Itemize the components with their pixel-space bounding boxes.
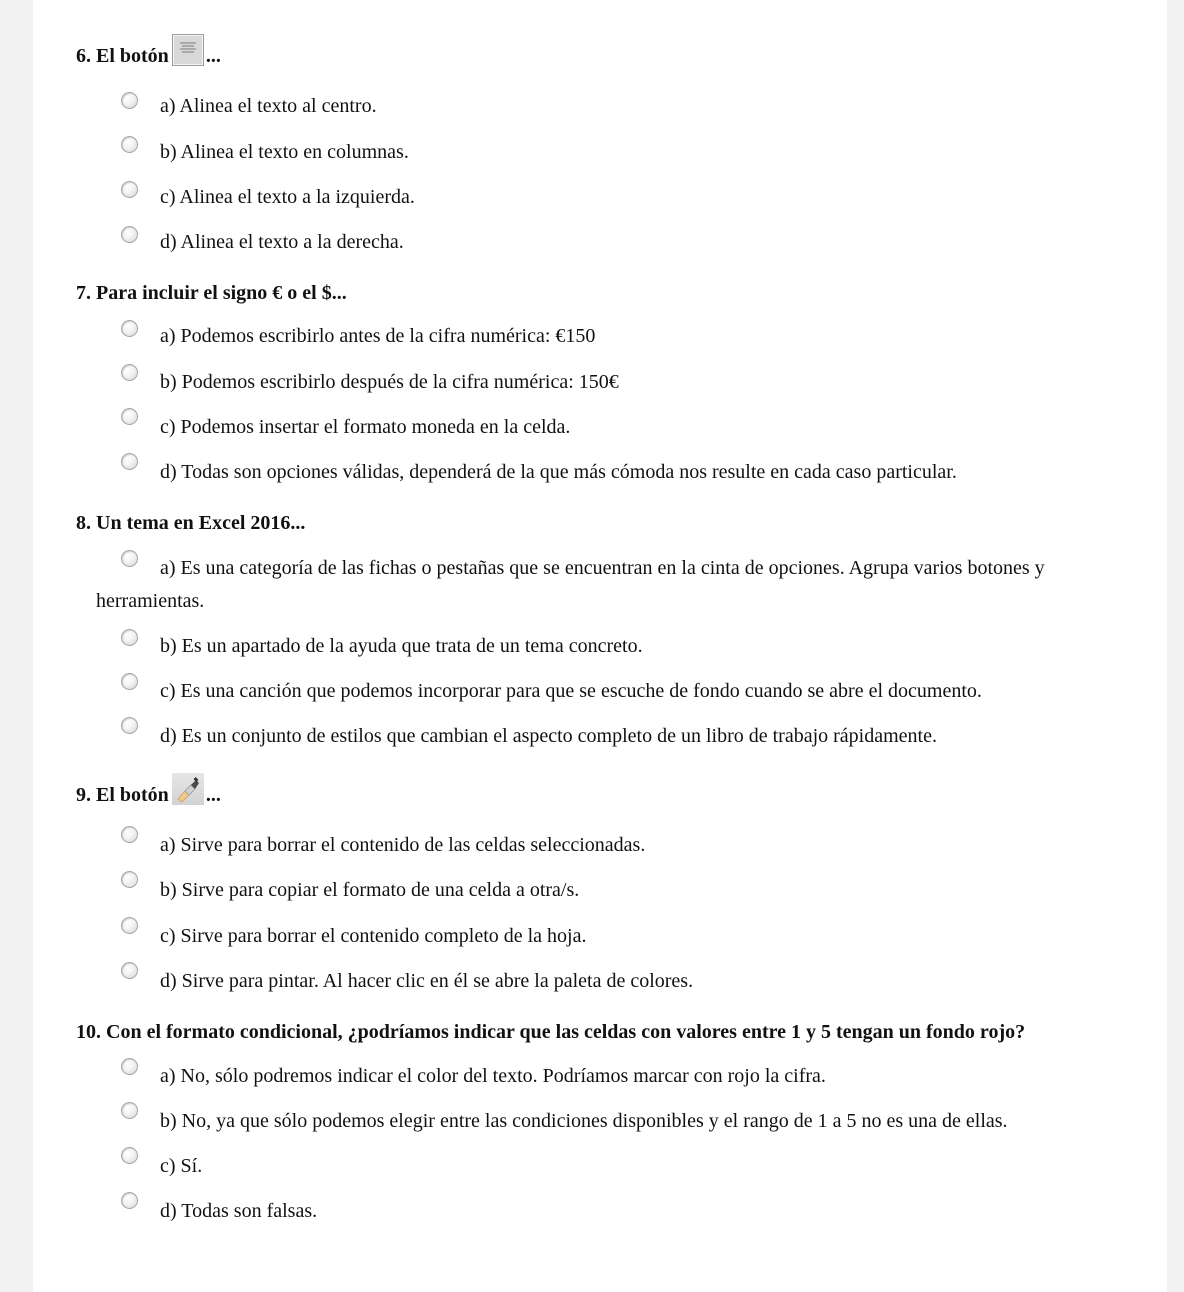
radio-button[interactable]: [121, 92, 138, 109]
option-8d[interactable]: [76, 720, 1184, 753]
option-7d[interactable]: [76, 456, 1184, 489]
option-6d[interactable]: [76, 226, 1184, 259]
option-label: c) Sí.: [160, 1155, 203, 1177]
question-title-pre: 9. El botón: [76, 784, 169, 806]
question-title-post: ...: [205, 45, 221, 67]
option-6c[interactable]: [76, 181, 1184, 214]
question-8: [76, 511, 1161, 535]
radio-button[interactable]: [121, 1192, 138, 1209]
option-label: d) Todas son opciones válidas, dependerá de la que más cómoda nos resulte en cada caso particular.: [160, 461, 957, 483]
option-9d[interactable]: [76, 965, 1184, 998]
radio-button[interactable]: [121, 136, 138, 153]
option-label: b) No, ya que sólo podemos elegir entre las condiciones disponibles y el rango de 1 a 5 no es una de ellas.: [160, 1110, 1008, 1132]
option-7a[interactable]: [76, 320, 1184, 353]
option-label: a) Podemos escribirlo antes de la cifra numérica: €150: [160, 325, 596, 347]
option-10d[interactable]: [76, 1195, 1184, 1228]
question-title: 10. Con el formato condicional, ¿podríamos indicar que las celdas con valores entre 1 y 5 tengan un fondo rojo?: [76, 1021, 1026, 1043]
option-label: a) Sirve para borrar el contenido de las celdas seleccionadas.: [160, 834, 646, 856]
question-title: [76, 775, 1161, 807]
question-title-post: ...: [205, 784, 221, 806]
question-title: 7. Para incluir el signo € o el $...: [76, 282, 347, 304]
option-9b[interactable]: [76, 874, 1184, 907]
format-painter-icon: [172, 773, 204, 805]
page: [33, 0, 1167, 1292]
radio-button[interactable]: [121, 871, 138, 888]
radio-button[interactable]: [121, 453, 138, 470]
option-8a[interactable]: [96, 552, 1096, 618]
radio-button[interactable]: [121, 917, 138, 934]
option-label: d) Es un conjunto de estilos que cambian el aspecto completo de un libro de trabajo rápidamente.: [160, 725, 937, 747]
radio-button[interactable]: [121, 962, 138, 979]
radio-button[interactable]: [121, 550, 138, 567]
radio-button[interactable]: [121, 1102, 138, 1119]
option-label: d) Todas son falsas.: [160, 1200, 318, 1222]
option-label: c) Sirve para borrar el contenido completo de la hoja.: [160, 925, 587, 947]
option-label: b) Podemos escribirlo después de la cifra numérica: 150€: [160, 371, 619, 393]
option-7b[interactable]: [76, 366, 1184, 399]
option-7c[interactable]: [76, 411, 1184, 444]
question-title: 8. Un tema en Excel 2016...: [76, 512, 306, 534]
question-7: [76, 281, 1161, 305]
option-8c[interactable]: [76, 675, 1184, 708]
option-label: d) Sirve para pintar. Al hacer clic en él se abre la paleta de colores.: [160, 970, 694, 992]
radio-button[interactable]: [121, 673, 138, 690]
option-6a[interactable]: [76, 90, 1184, 123]
option-label: c) Podemos insertar el formato moneda en la celda.: [160, 416, 571, 438]
option-label: a) Alinea el texto al centro.: [160, 95, 377, 117]
question-6: [76, 36, 1161, 68]
option-label: c) Es una canción que podemos incorporar para que se escuche de fondo cuando se abre el documento.: [160, 680, 982, 702]
option-6b[interactable]: [76, 136, 1184, 169]
question-9: [76, 775, 1161, 807]
option-9c[interactable]: [76, 920, 1184, 953]
radio-button[interactable]: [121, 629, 138, 646]
align-center-icon: [172, 34, 204, 66]
question-10: [76, 1020, 1161, 1044]
option-10c[interactable]: [76, 1150, 1184, 1183]
option-label: c) Alinea el texto a la izquierda.: [160, 186, 415, 208]
option-8b[interactable]: [76, 630, 1184, 663]
radio-button[interactable]: [121, 408, 138, 425]
option-label: a) Es una categoría de las fichas o pestañas que se encuentran en la cinta de opciones. Agrupa varios botones y herramientas.: [96, 557, 1045, 612]
option-10a[interactable]: [76, 1060, 1184, 1093]
option-label: d) Alinea el texto a la derecha.: [160, 231, 404, 253]
question-title: [76, 36, 1161, 68]
radio-button[interactable]: [121, 181, 138, 198]
option-9a[interactable]: [76, 829, 1184, 862]
radio-button[interactable]: [121, 1147, 138, 1164]
option-10b[interactable]: [76, 1105, 1184, 1138]
radio-button[interactable]: [121, 717, 138, 734]
option-label: b) Alinea el texto en columnas.: [160, 141, 409, 163]
radio-button[interactable]: [121, 1058, 138, 1075]
option-label: a) No, sólo podremos indicar el color del texto. Podríamos marcar con rojo la cifra.: [160, 1065, 826, 1087]
question-title-pre: 6. El botón: [76, 45, 169, 67]
radio-button[interactable]: [121, 320, 138, 337]
option-label: b) Es un apartado de la ayuda que trata de un tema concreto.: [160, 635, 643, 657]
option-label: b) Sirve para copiar el formato de una celda a otra/s.: [160, 879, 580, 901]
radio-button[interactable]: [121, 826, 138, 843]
radio-button[interactable]: [121, 226, 138, 243]
radio-button[interactable]: [121, 364, 138, 381]
